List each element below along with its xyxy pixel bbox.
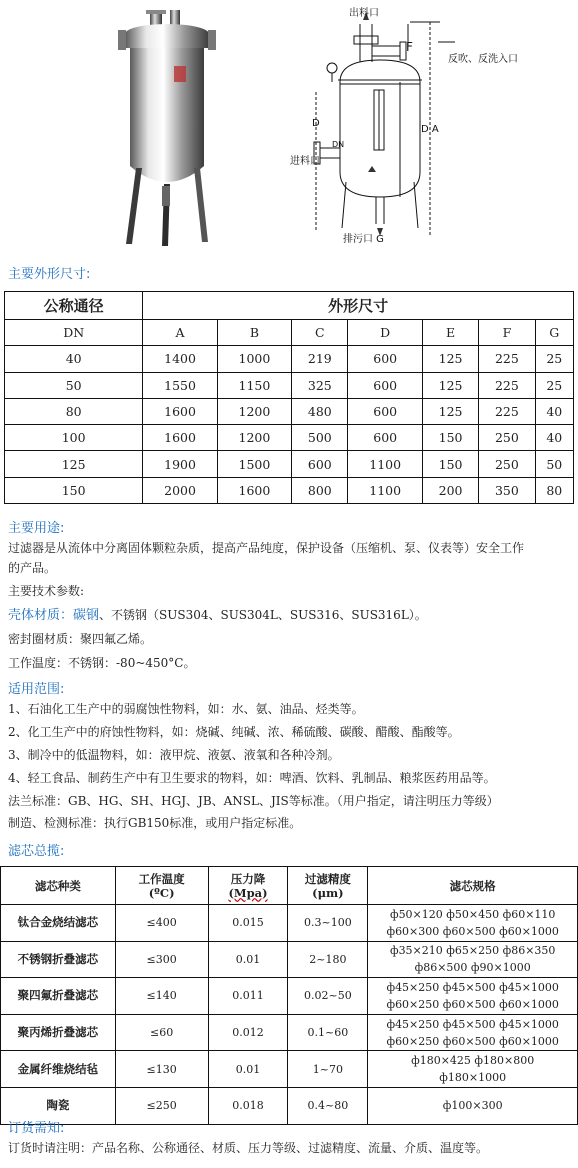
filter-name: 金属纤维烧结毡: [1, 1051, 116, 1088]
cell: 1600: [143, 398, 217, 424]
table-row: [5, 372, 574, 398]
cell: 0.015: [208, 905, 288, 942]
usage-heading: 主要用途:: [8, 521, 65, 536]
cell: 350: [479, 477, 535, 503]
cell: 225: [479, 372, 535, 398]
cell: 0.011: [208, 978, 288, 1015]
cell: 25: [535, 372, 573, 398]
header-line: 压力降: [230, 871, 266, 886]
table-row: [5, 425, 574, 451]
cell: 150: [5, 477, 143, 503]
filter-heading: 滤芯总揽:: [8, 844, 65, 859]
table-row: [1, 1087, 578, 1124]
cell: 1200: [217, 398, 291, 424]
spec-cell: [368, 978, 578, 1015]
cell: 100: [5, 425, 143, 451]
cell: 1150: [217, 372, 291, 398]
cell: 1550: [143, 372, 217, 398]
illustration-area: [0, 0, 578, 255]
cell: 40: [535, 398, 573, 424]
table-row: [5, 451, 574, 477]
cell: 0.01: [208, 1051, 288, 1088]
spec-line: ф180×1000: [439, 1071, 507, 1085]
cell: 0.1~60: [288, 1014, 368, 1051]
spec-line: ф180×425 ф180×800: [411, 1054, 535, 1068]
filter-name: 聚丙烯折叠滤芯: [1, 1014, 116, 1051]
dim-a-label: D A: [421, 124, 439, 135]
column-header: C: [292, 320, 348, 346]
header-line: (ºC): [148, 885, 175, 900]
spec-line: ф45×250 ф45×500 ф45×1000: [386, 980, 559, 994]
cell: 225: [479, 398, 535, 424]
dimension-table: [4, 291, 574, 504]
table-row: [1, 941, 578, 978]
cell: ≤130: [115, 1051, 208, 1088]
cell: 2000: [143, 477, 217, 503]
cell: ≤250: [115, 1087, 208, 1124]
pressure-drop-header: [208, 867, 288, 905]
dim-dn-label: DN: [332, 140, 345, 149]
cell: 1100: [348, 477, 422, 503]
spec-header: 滤芯规格: [368, 867, 578, 905]
nominal-diameter-header: 公称通径: [5, 292, 143, 320]
cell: ≤400: [115, 905, 208, 942]
spec-line: ф35×210 ф65×250 ф86×350: [389, 944, 556, 958]
temperature-header: [115, 867, 208, 905]
cell: 125: [422, 346, 478, 372]
cell: 250: [479, 451, 535, 477]
spec-line: ф45×250 ф45×500 ф45×1000: [386, 1017, 559, 1031]
seal-material: 密封圈材质：聚四氟乙烯。: [8, 632, 153, 646]
header-line: 工作温度: [138, 871, 185, 886]
column-header: F: [479, 320, 535, 346]
usage-line-2: 的产品。: [8, 561, 57, 575]
cell: ≤300: [115, 941, 208, 978]
order-heading: 订货需知:: [8, 1121, 65, 1136]
cell: 25: [535, 346, 573, 372]
column-header: A: [143, 320, 217, 346]
shell-material: [8, 607, 573, 624]
spec-cell: [368, 1014, 578, 1051]
cell: 125: [5, 451, 143, 477]
cell: 500: [292, 425, 348, 451]
spec-cell: [368, 1051, 578, 1088]
backflush-label: 反吹、反洗入口: [448, 54, 518, 65]
cell: 80: [5, 398, 143, 424]
filter-name: 钛合金烧结滤芯: [1, 905, 116, 942]
cell: 80: [535, 477, 573, 503]
column-header: D: [348, 320, 422, 346]
cell: 40: [535, 425, 573, 451]
params-label: 主要技术参数:: [8, 584, 85, 598]
scope-item: 4、轻工食品、制药生产中有卫生要求的物料，如：啤酒、饮料、乳制品、粮浆医药用品等。: [8, 771, 496, 785]
cell: 480: [292, 398, 348, 424]
table-row: [1, 1051, 578, 1088]
table-row: [5, 477, 574, 503]
cell: ≤60: [115, 1014, 208, 1051]
working-temperature: 工作温度：不锈钢：-80~450°C。: [8, 656, 196, 670]
table-row: [1, 978, 578, 1015]
cell: 1600: [143, 425, 217, 451]
cell: 125: [422, 398, 478, 424]
cell: 40: [5, 346, 143, 372]
shell-material-label: 壳体材质：碳钢: [8, 608, 100, 623]
cell: 0.018: [208, 1087, 288, 1124]
spec-line: ф60×300 ф60×500 ф60×1000: [386, 924, 559, 938]
usage-line-1: 过滤器是从流体中分离固体颗粒杂质，提高产品纯度，保护设备（压缩机、泵、仪表等）安全工作: [8, 541, 525, 555]
cell: 0.3~100: [288, 905, 368, 942]
spec-line: ф60×250 ф60×500 ф60×1000: [386, 1034, 559, 1048]
cell: 150: [422, 425, 478, 451]
dim-d-label: D: [312, 118, 320, 129]
scope-item: 1、石油化工生产中的弱腐蚀性物料，如：水、氨、油品、烃类等。: [8, 702, 364, 716]
cell: 0.4~80: [288, 1087, 368, 1124]
table-row: [1, 1014, 578, 1051]
scope-heading: 适用范围:: [8, 682, 65, 697]
cell: 600: [348, 372, 422, 398]
cell: 50: [535, 451, 573, 477]
spec-line: ф86×500 ф90×1000: [414, 961, 531, 975]
cell: 1900: [143, 451, 217, 477]
cell: 0.02~50: [288, 978, 368, 1015]
order-text: 订货时请注明：产品名称、公称通径、材质、压力等级、过滤精度、流量、介质、温度等。: [8, 1141, 489, 1155]
dim-f-label: F: [406, 40, 413, 54]
dimensions-header: 外形尺寸: [143, 292, 574, 320]
cell: 150: [422, 451, 478, 477]
cell: 200: [422, 477, 478, 503]
table-row: [5, 398, 574, 424]
cell: 250: [479, 425, 535, 451]
cell: 225: [479, 346, 535, 372]
cell: 1200: [217, 425, 291, 451]
cell: 1500: [217, 451, 291, 477]
cell: 2~180: [288, 941, 368, 978]
cell: 1600: [217, 477, 291, 503]
header-line: (Mpa): [228, 885, 268, 900]
header-line: 过滤精度: [304, 871, 351, 886]
column-header: B: [217, 320, 291, 346]
filter-table: [0, 866, 578, 1125]
scope-item: 2、化工生产中的府蚀性物料，如：烧碱、纯碱、浓、稀硫酸、碳酸、醋酸、酯酸等。: [8, 725, 460, 739]
inspection-standard: 制造、检测标准：执行GB150标准，或用户指定标准。: [8, 816, 302, 830]
table-row: [1, 905, 578, 942]
shell-material-value: 、不锈钢（SUS304、SUS304L、SUS316、SUS316L）。: [99, 608, 427, 622]
spec-line: ф60×250 ф60×500 ф60×1000: [386, 997, 559, 1011]
scope-item: 3、制冷中的低温物料，如：液甲烷、液氨、液氧和各种冷剂。: [8, 748, 340, 762]
cell: 125: [422, 372, 478, 398]
outlet-label: 出料口: [349, 8, 379, 19]
dimensions-heading: 主要外形尺寸:: [8, 267, 91, 282]
column-header: G: [535, 320, 573, 346]
cell: 600: [292, 451, 348, 477]
spec-cell: [368, 1087, 578, 1124]
cell: 800: [292, 477, 348, 503]
drain-label: 排污口 G: [343, 234, 384, 245]
filter-type-header: 滤芯种类: [1, 867, 116, 905]
flange-standard: 法兰标准：GB、HG、SH、HGJ、JB、ANSL、JIS等标准。（用户指定，请注明压力等级）: [8, 794, 499, 808]
cell: 1400: [143, 346, 217, 372]
table-row: [5, 346, 574, 372]
spec-cell: [368, 941, 578, 978]
column-header: DN: [5, 320, 143, 346]
filter-name: 聚四氟折叠滤芯: [1, 978, 116, 1015]
cell: 325: [292, 372, 348, 398]
cell: 50: [5, 372, 143, 398]
cell: ≤140: [115, 978, 208, 1015]
cell: 600: [348, 346, 422, 372]
cell: 1000: [217, 346, 291, 372]
filter-vessel-photo: [112, 8, 222, 248]
precision-header: [288, 867, 368, 905]
spec-line: ф100×300: [442, 1099, 503, 1113]
cell: 600: [348, 398, 422, 424]
cell: 1100: [348, 451, 422, 477]
cell: 1~70: [288, 1051, 368, 1088]
filter-name: 不锈钢折叠滤芯: [1, 941, 116, 978]
spec-line: ф50×120 ф50×450 ф60×110: [389, 907, 556, 921]
inlet-label: 进料口: [290, 156, 320, 167]
spec-cell: [368, 905, 578, 942]
cell: 0.012: [208, 1014, 288, 1051]
column-header: E: [422, 320, 478, 346]
header-line: (μm): [312, 885, 344, 900]
cell: 0.01: [208, 941, 288, 978]
filter-name: 陶瓷: [1, 1087, 116, 1124]
cell: 219: [292, 346, 348, 372]
cell: 600: [348, 425, 422, 451]
